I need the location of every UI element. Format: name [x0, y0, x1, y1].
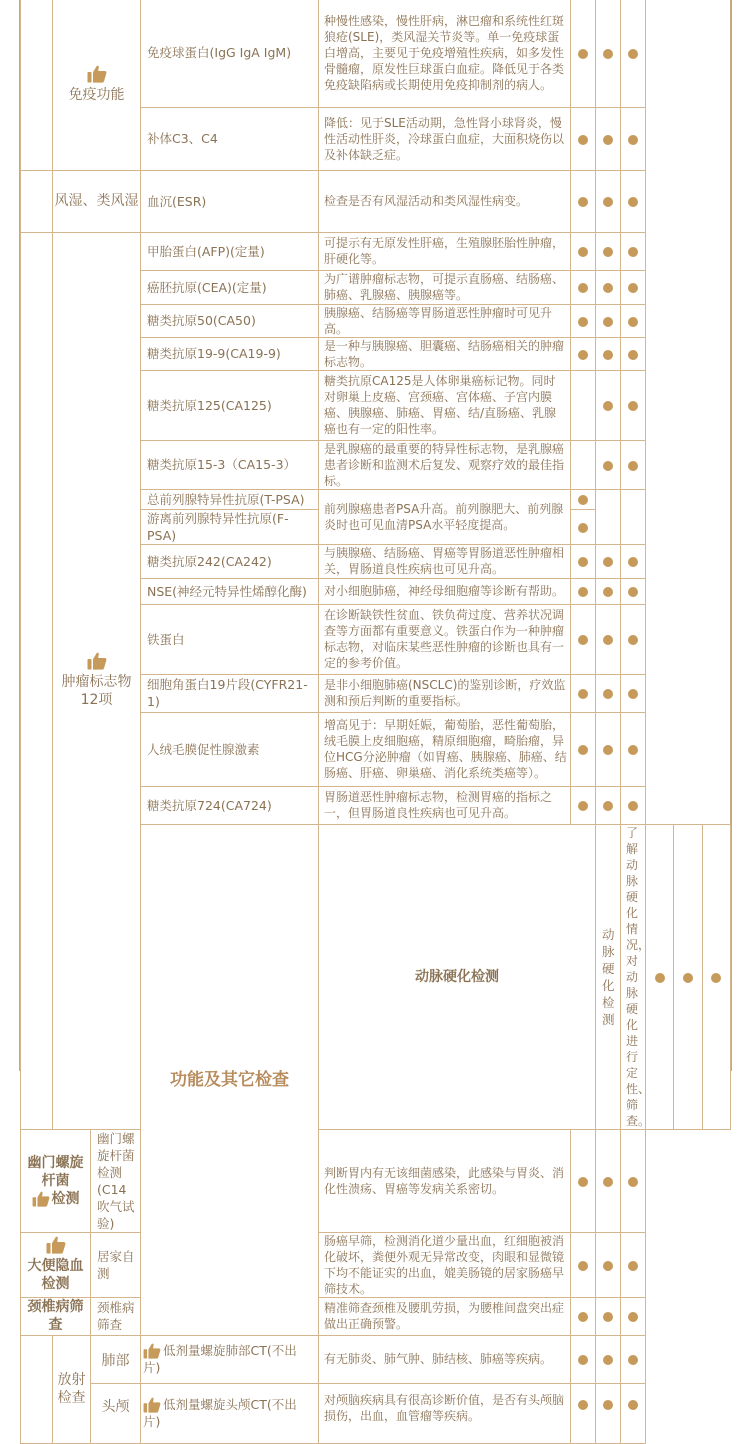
included-dot-icon	[628, 1177, 638, 1187]
table-row	[21, 232, 731, 270]
included-dot-icon	[603, 135, 613, 145]
included-dot-icon	[628, 283, 638, 293]
included-dot-icon	[578, 1355, 588, 1365]
included-dot-icon	[578, 1261, 588, 1271]
included-dot-icon	[628, 1261, 638, 1271]
included-dot-icon	[603, 1177, 613, 1187]
item-name	[141, 1335, 319, 1383]
included-dot-icon	[578, 557, 588, 567]
item-name: 游离前列腺特异性抗原(F-PSA)	[141, 509, 319, 544]
item-name: 糖类抗原125(CA125)	[141, 370, 319, 440]
included-dot-icon	[603, 557, 613, 567]
item-name: 糖类抗原724(CA724)	[141, 786, 319, 824]
item-desc: 是乳腺癌的最重要的特异性标志物，是乳腺癌患者诊断和监测术后复发、观察疗效的最佳指标。	[319, 440, 571, 489]
table-row	[21, 1335, 731, 1383]
item-desc: 精准筛查颈椎及腰肌劳损，为腰椎间盘突出症做出正确预警。	[319, 1297, 571, 1335]
included-dot-icon	[578, 635, 588, 645]
included-dot-icon	[578, 801, 588, 811]
included-dot-icon	[578, 247, 588, 257]
included-dot-icon	[628, 49, 638, 59]
table-row	[21, 1383, 731, 1443]
included-dot-icon	[578, 587, 588, 597]
item-desc: 为广谱肿瘤标志物，可提示直肠癌、结肠癌、肺癌、乳腺癌、胰腺癌等。	[319, 270, 571, 304]
item-desc: 判断胃内有无该细菌感染，此感染与胃炎、消化性溃疡、胃癌等发病关系密切。	[319, 1129, 571, 1232]
item-label: 低剂量螺旋肺部CT(不出片)	[143, 1342, 297, 1376]
item-name: 免疫球蛋白(IgG IgA IgM)	[141, 0, 319, 107]
checkup-table	[20, 0, 731, 1444]
included-dot-icon	[578, 1312, 588, 1322]
item-desc: 检查是否有风湿活动和类风湿性病变。	[319, 170, 571, 232]
included-dot-icon	[578, 523, 588, 533]
included-dot-icon	[628, 689, 638, 699]
table-row	[21, 1297, 731, 1335]
item-name: 糖类抗原19-9(CA19-9)	[141, 337, 319, 370]
included-dot-icon	[603, 1312, 613, 1322]
item-desc: 在诊断缺铁性贫血、铁负荷过度、营养状况调查等方面都有重要意义。铁蛋白作为一种肿瘤标志物，对临床某些恶性肿瘤的诊断也具有一定的参考价值。	[319, 604, 571, 674]
group-tumor-markers	[53, 232, 141, 1129]
section-function-other: 功能及其它检查	[141, 824, 319, 1335]
item-desc: 肠癌早筛，检测消化道少量出血，红细胞被消化破坏，粪便外观无异常改变，肉眼和显微镜下均不能证实的出血，媲美肠镜的居家肠癌早筛技术。	[319, 1232, 571, 1297]
included-dot-icon	[603, 801, 613, 811]
included-dot-icon	[603, 1355, 613, 1365]
item-desc: 种慢性感染，慢性肝病，淋巴瘤和系统性红斑狼疮(SLE)，类风湿关节炎等。单一免疫球蛋白增高，主要见于免疫增殖性疾病，如多发性骨髓瘤，原发性巨球蛋白血症。降低见于各类免疫缺陷病或长期使用免疫抑制剂的病人。	[319, 0, 571, 107]
included-dot-icon	[578, 197, 588, 207]
included-dot-icon	[628, 635, 638, 645]
table-row	[21, 1129, 731, 1232]
thumbs-up-icon	[143, 1397, 161, 1413]
included-dot-icon	[683, 973, 693, 983]
included-dot-icon	[578, 350, 588, 360]
included-dot-icon	[603, 401, 613, 411]
group-radiology	[53, 1335, 91, 1443]
included-dot-icon	[603, 1261, 613, 1271]
item-name: 糖类抗原242(CA242)	[141, 544, 319, 578]
item-desc: 对颅脑疾病具有很高诊断价值，是否有头颅脑损伤，出血，血管瘤等疾病。	[319, 1383, 571, 1443]
item-desc: 与胰腺癌、结肠癌、胃癌等胃肠道恶性肿瘤相关，胃肠道良性疾病也可见升高。	[319, 544, 571, 578]
group-hp	[21, 1129, 91, 1232]
included-dot-icon	[628, 745, 638, 755]
included-dot-icon	[628, 197, 638, 207]
included-dot-icon	[655, 973, 665, 983]
included-dot-icon	[603, 689, 613, 699]
group-label: 幽门螺旋杆菌	[27, 1154, 84, 1189]
included-dot-icon	[628, 1355, 638, 1365]
item-name: 颈椎病筛查	[91, 1297, 141, 1335]
included-dot-icon	[578, 1400, 588, 1410]
included-dot-icon	[603, 587, 613, 597]
included-dot-icon	[603, 247, 613, 257]
item-name: 血沉(ESR)	[141, 170, 319, 232]
item-desc: 有无肺炎、肺气肿、肺结核、肺癌等疾病。	[319, 1335, 571, 1383]
item-name: 人绒毛膜促性腺激素	[141, 712, 319, 786]
included-dot-icon	[578, 317, 588, 327]
item-name: 癌胚抗原(CEA)(定量)	[141, 270, 319, 304]
included-dot-icon	[628, 135, 638, 145]
item-name: 动脉硬化检测	[596, 824, 621, 1129]
thumbs-up-icon	[87, 652, 107, 670]
included-dot-icon	[603, 745, 613, 755]
item-desc: 了解动脉硬化情况，对动脉硬化进行定性、筛查。	[621, 824, 646, 1129]
group-label: 大便隐血检测	[27, 1258, 84, 1292]
group-label: 放射	[57, 1372, 86, 1388]
included-dot-icon	[578, 745, 588, 755]
item-desc: 是一种与胰腺癌、胆囊癌、结肠癌相关的肿瘤标志物。	[319, 337, 571, 370]
included-dot-icon	[628, 350, 638, 360]
group-immune	[53, 0, 141, 170]
group-rheumatism: 风湿、类风湿	[53, 170, 141, 232]
included-dot-icon	[628, 401, 638, 411]
included-dot-icon	[578, 283, 588, 293]
included-dot-icon	[711, 973, 721, 983]
thumbs-up-icon	[32, 1191, 50, 1207]
item-name: 居家自测	[91, 1232, 141, 1297]
group-label-2: 检查	[57, 1390, 86, 1406]
included-dot-icon	[603, 350, 613, 360]
item-desc: 前列腺癌患者PSA升高。前列腺肥大、前列腺炎时也可见血清PSA水平轻度提高。	[319, 489, 571, 544]
item-name	[141, 1383, 319, 1443]
item-desc: 是非小细胞肺癌(NSCLC)的鉴别诊断，疗效监测和预后判断的重要指标。	[319, 674, 571, 712]
item-name: 幽门螺旋杆菌检测(C14吹气试验)	[91, 1129, 141, 1232]
table-row	[21, 170, 731, 232]
included-dot-icon	[578, 495, 588, 505]
included-dot-icon	[603, 197, 613, 207]
group-label: 肿瘤标志物	[61, 674, 132, 690]
item-desc: 胃肠道恶性肿瘤标志物，检测胃癌的指标之一，但胃肠道良性疾病也可见升高。	[319, 786, 571, 824]
included-dot-icon	[628, 801, 638, 811]
included-dot-icon	[578, 689, 588, 699]
included-dot-icon	[578, 1177, 588, 1187]
included-dot-icon	[603, 635, 613, 645]
included-dot-icon	[628, 1400, 638, 1410]
included-dot-icon	[628, 1312, 638, 1322]
table-row	[21, 1232, 731, 1297]
item-name: 铁蛋白	[141, 604, 319, 674]
item-desc: 增高见于：早期妊娠，葡萄胎，恶性葡萄胎，绒毛膜上皮细胞癌，精原细胞瘤，畸胎瘤，异位HCG分泌肿瘤（如胃癌、胰腺癌、肺癌、结肠癌、肝癌、卵巢癌、消化系统类癌等）。	[319, 712, 571, 786]
group-occult-blood	[21, 1232, 91, 1297]
sub-lung: 肺部	[91, 1335, 141, 1383]
item-name: 糖类抗原15-3（CA15-3）	[141, 440, 319, 489]
item-name: 糖类抗原50(CA50)	[141, 304, 319, 337]
item-desc: 对小细胞肺癌，神经母细胞瘤等诊断有帮助。	[319, 578, 571, 604]
included-dot-icon	[603, 461, 613, 471]
included-dot-icon	[603, 49, 613, 59]
group-count: 12项	[80, 692, 113, 708]
item-label: 低剂量螺旋头颅CT(不出片)	[143, 1396, 297, 1429]
included-dot-icon	[628, 557, 638, 567]
item-name: 甲胎蛋白(AFP)(定量)	[141, 232, 319, 270]
sub-head: 头颅	[91, 1383, 141, 1443]
item-desc: 降低：见于SLE活动期，急性肾小球肾炎，慢性活动性肝炎，冷球蛋白血症，大面积烧伤以及补体缺乏症。	[319, 107, 571, 170]
group-label: 免疫功能	[68, 86, 125, 103]
included-dot-icon	[628, 587, 638, 597]
item-desc: 胰腺癌、结肠癌等胃肠道恶性肿瘤时可见升高。	[319, 304, 571, 337]
included-dot-icon	[628, 317, 638, 327]
included-dot-icon	[603, 283, 613, 293]
group-label-2: 检测	[51, 1190, 80, 1207]
item-desc: 可提示有无原发性肝癌，生殖腺胚胎性肿瘤，肝硬化等。	[319, 232, 571, 270]
thumbs-up-icon	[46, 1236, 66, 1254]
item-name: 总前列腺特异性抗原(T-PSA)	[141, 489, 319, 509]
thumbs-up-icon	[143, 1343, 161, 1359]
item-desc: 糖类抗原CA125是人体卵巢癌标记物。同时对卵巢上皮癌、宫颈癌、宫体癌、子宫内膜癌、胰腺癌、肺癌、胃癌、结/直肠癌、乳腺癌也有一定的阳性率。	[319, 370, 571, 440]
included-dot-icon	[578, 49, 588, 59]
item-name: 补体C3、C4	[141, 107, 319, 170]
item-name: 细胞角蛋白19片段(CYFR21-1)	[141, 674, 319, 712]
thumbs-up-icon	[87, 65, 107, 83]
group-cervical: 颈椎病筛查	[21, 1297, 91, 1335]
included-dot-icon	[603, 317, 613, 327]
table-row	[21, 0, 731, 107]
included-dot-icon	[578, 135, 588, 145]
included-dot-icon	[603, 1400, 613, 1410]
included-dot-icon	[628, 247, 638, 257]
item-name: NSE(神经元特异性烯醇化酶)	[141, 578, 319, 604]
group-arterio: 动脉硬化检测	[319, 824, 596, 1129]
included-dot-icon	[628, 461, 638, 471]
